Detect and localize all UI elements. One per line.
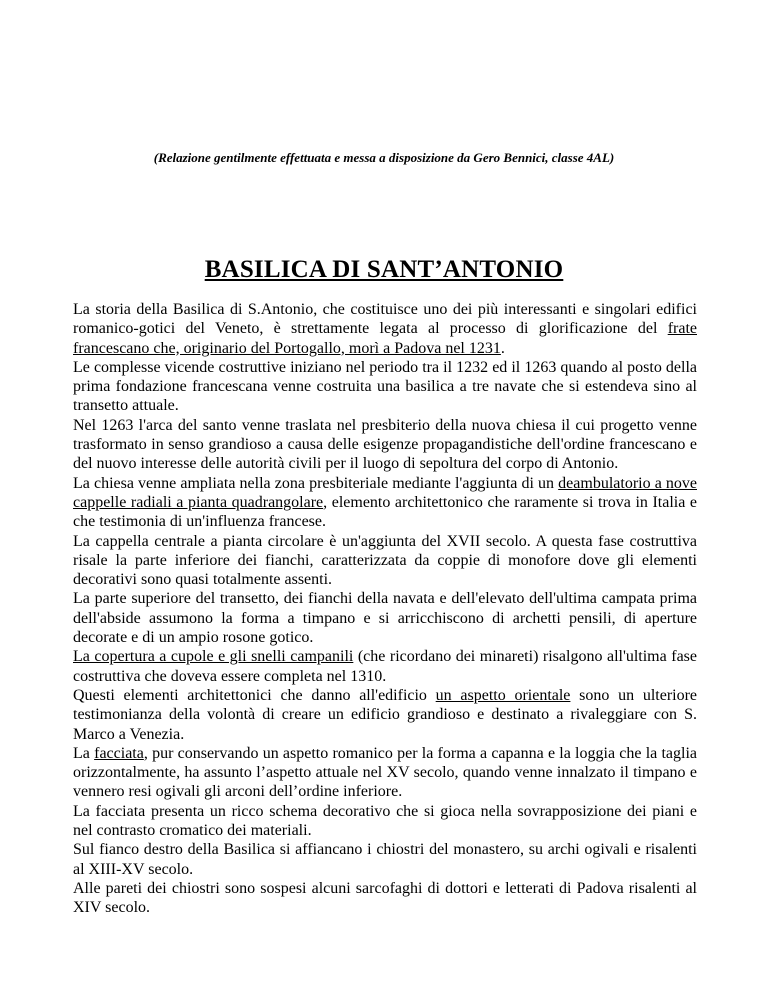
paragraph-cloisters: Sul fianco destro della Basilica si affiancano i chiostri del monastero, su archi ogivali e risalenti al XIII-XV secolo. — [73, 841, 697, 878]
paragraph-oriental-aspect: Questi elementi architettonici che danno all'edificio un aspetto orientale sono un ulteriore testimonianza della volontà di creare un edificio grandioso e destinato a rivaleggiare con S. Marco a Venezia. — [73, 686, 698, 743]
paragraph-upper-transept: La parte superiore del transetto, dei fianchi della navata e dell'elevato dell'ultima campata prima dell'abside assumono la forma a timpano e si arricchiscono di archetti pensili, di aperture decorate e di un ampio rosone gotico. — [73, 590, 697, 647]
paragraph-domes: La copertura a cupole e gli snelli campanili (che ricordano dei minareti) risalgono all'ultima fase costruttiva che doveva essere completa nel 1310. — [73, 648, 697, 685]
paragraph-facade-decoration: La facciata presenta un ricco schema decorativo che si gioca nella sovrapposizione dei piani e nel contrasto cromatico dei materiali. — [73, 802, 697, 840]
paragraph-sarcophagi: Alle pareti dei chiostri sono sospesi alcuni sarcofaghi di dottori e letterati di Padova risalenti al XIV secolo. — [73, 879, 697, 917]
paragraph-facade: La facciata, pur conservando un aspetto romanico per la forma a capanna e la loggia che la taglia orizzontalmente, ha assunto l’aspetto attuale nel XV secolo, quando venne innalzato il timpano e vennero resi ogivali gli arconi dell’ordine inferiore. — [73, 744, 698, 801]
paragraph-central-chapel: La cappella centrale a pianta circolare è un'aggiunta del XVII secolo. A questa fase costruttiva risale la parte inferiore dei fianchi, caratterizzata da coppie di monofore dove gli elementi decorativi sono quasi totalmente assenti. — [73, 532, 697, 589]
paragraph-history: La storia della Basilica di S.Antonio, che costituisce uno dei più interessanti e singolari edifici romanico-gotici del Veneto, è strettamente legata al processo di glorificazione del frate francescano che, originario del Portogallo, morì a Padova nel 1231. — [73, 301, 697, 357]
underlined-phrase: un aspetto orientale — [435, 686, 571, 704]
paragraph-construction: Le complesse vicende costruttive iniziano nel periodo tra il 1232 ed il 1263 quando al posto della prima fondazione francescana venne costruita una basilica a tre navate che si estendeva sino al transetto attuale. — [73, 358, 697, 415]
underlined-phrase: frate francescano che, originario del Portogallo, morì a Padova nel 1231 — [73, 320, 697, 357]
paragraph-ambulatory: La chiesa venne ampliata nella zona presbiteriale mediante l'aggiunta di un deambulatorio a nove cappelle radiali a pianta quadrangolare, elemento architettonico che raramente si trova in Italia e che testimonia di un'influenza francese. — [73, 474, 698, 531]
document-title: BASILICA DI SANT’ANTONIO — [204, 256, 564, 283]
document-body — [73, 300, 697, 918]
underlined-phrase: facciata — [94, 744, 144, 762]
attribution-note: (Relazione gentilmente effettuata e messa a disposizione da Gero Bennici, classe 4AL) — [153, 150, 615, 165]
paragraph-1263: Nel 1263 l'arca del santo venne traslata nel presbiterio della nuova chiesa il cui progetto venne trasformato in senso grandioso a causa delle esigenze propagandistiche dell'ordine francescano e del nuovo interesse delle autorità civili per il luogo di sepoltura del corpo di Antonio. — [73, 416, 697, 473]
underlined-phrase: La copertura a cupole e gli snelli campanili — [73, 648, 354, 666]
underlined-phrase: deambulatorio a nove cappelle radiali a pianta quadrangolare — [73, 474, 697, 511]
